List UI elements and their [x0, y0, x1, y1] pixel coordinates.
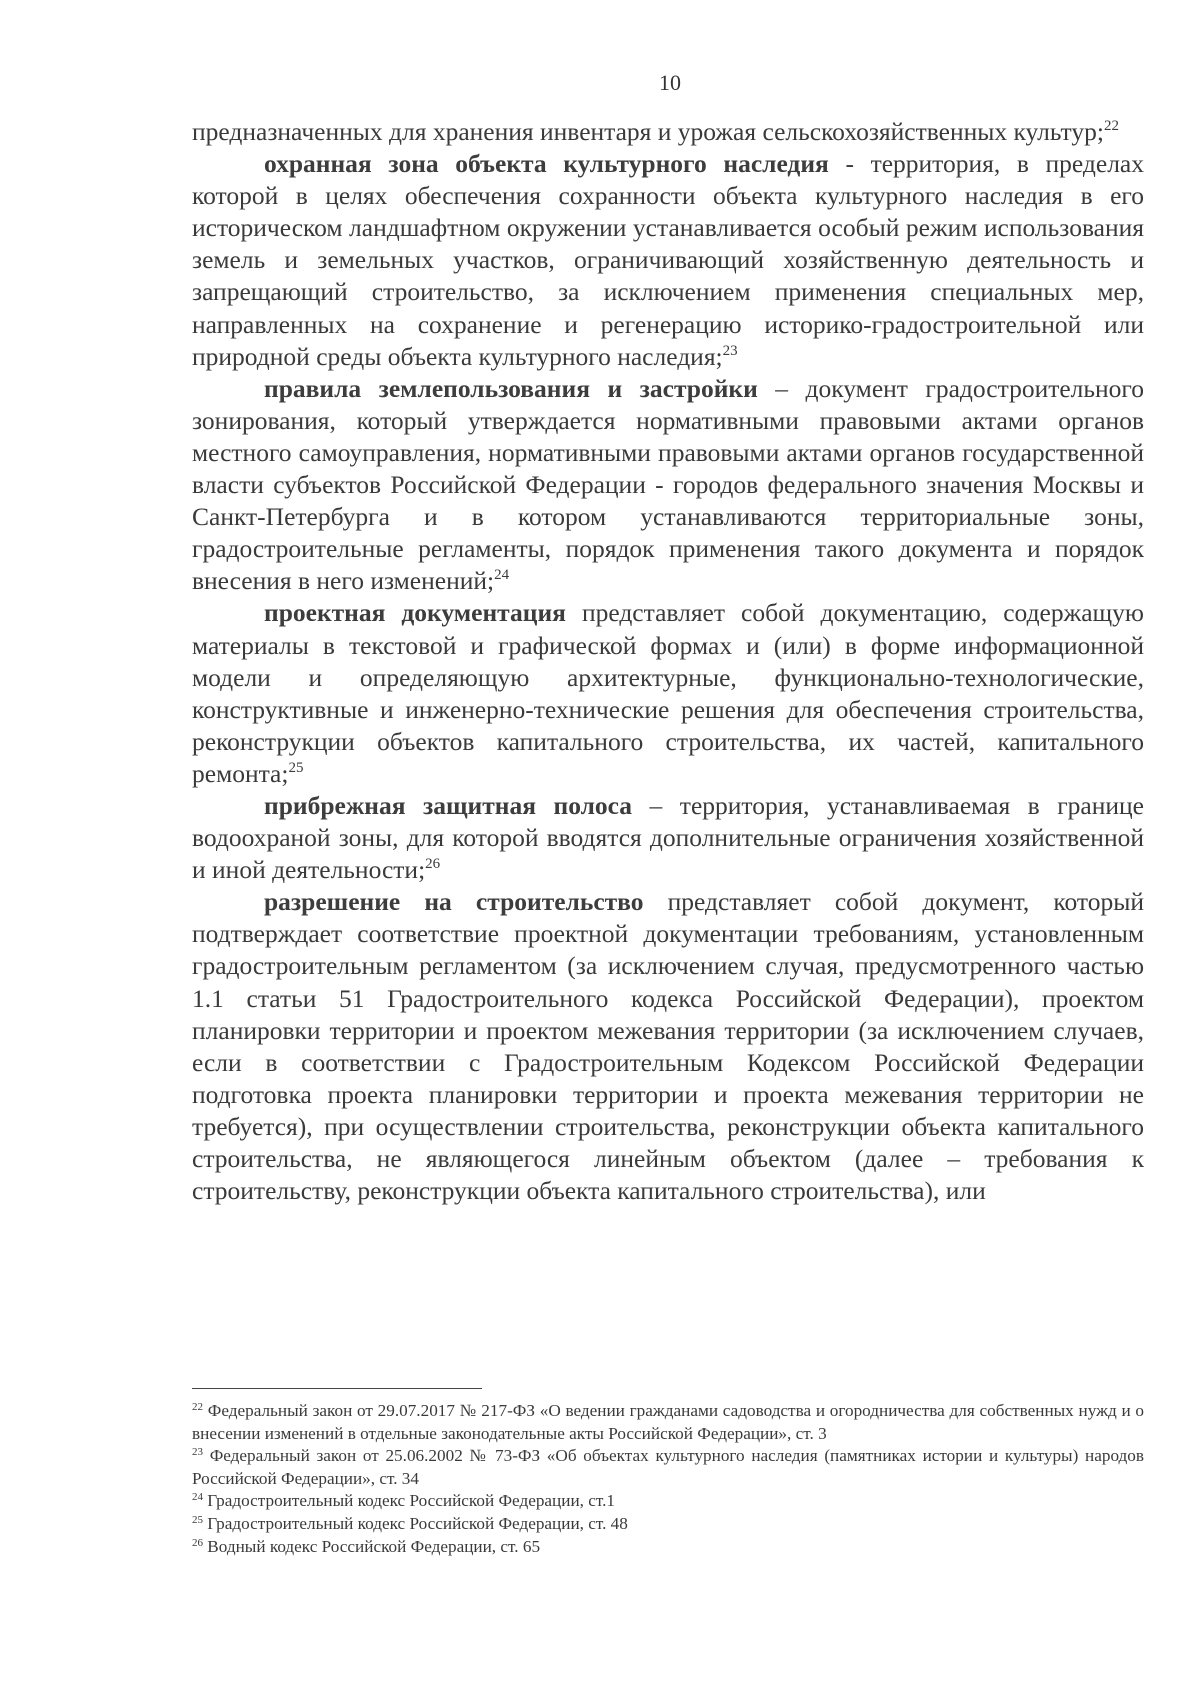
footnote-reference[interactable]: 23 — [722, 342, 738, 359]
footnote — [192, 1445, 1144, 1490]
paragraph-text: предназначенных для хранения инвентаря и урожая сельскохозяйственных культур; — [192, 117, 1104, 146]
definition-paragraph — [192, 790, 1144, 886]
paragraph-continuation — [192, 116, 1144, 148]
footnote — [192, 1513, 1144, 1536]
footnote-reference[interactable]: 25 — [288, 759, 304, 776]
page-number: 10 — [659, 70, 681, 95]
definition-paragraph — [192, 373, 1144, 598]
footnote-reference[interactable]: 24 — [494, 567, 510, 584]
definition-paragraph — [192, 148, 1144, 373]
definition-text: - территория, в пределах которой в целях обеспечения сохранности объекта культурного наследия в его историческом ландшафтном окружении устанавливается особый режим использования земель и земельных участков, ограничивающий хозяйственную деятельность и запрещающий строительство, за исключением применения специальных мер, направленных на сохранение и регенерацию историко-градостроительной или природной среды объекта культурного наследия; — [192, 149, 1144, 371]
footnote-separator — [192, 1388, 482, 1389]
defined-term: правила землепользования и застройки — [264, 373, 758, 403]
footnote-number: 26 — [192, 1536, 203, 1549]
footnote-text: Федеральный закон от 29.07.2017 № 217-ФЗ «О ведении гражданами садоводства и огородничества для собственных нужд и о внесении изменений в отдельные законодательные акты Российской Федерации», ст. 3 — [192, 1401, 1144, 1443]
footnote — [192, 1536, 1144, 1559]
footnote-reference[interactable]: 26 — [425, 856, 441, 873]
footnote-text: Градостроительный кодекс Российской Федерации, ст. 48 — [203, 1513, 628, 1533]
footnote-number: 25 — [192, 1513, 203, 1526]
defined-term: разрешение на строительство — [264, 887, 644, 917]
footnote — [192, 1490, 1144, 1513]
footnote-text: Федеральный закон от 25.06.2002 № 73-ФЗ «Об объектах культурного наследия (памятниках истории и культуры) народов Российской Федерации», ст. 34 — [192, 1446, 1144, 1488]
footnotes — [192, 1400, 1144, 1558]
footnote-number: 23 — [192, 1446, 203, 1459]
footnote-text: Водный кодекс Российской Федерации, ст. 65 — [203, 1536, 541, 1556]
definition-paragraph — [192, 597, 1144, 790]
footnote-number: 22 — [192, 1401, 203, 1413]
definition-text: представляет собой документ, который подтверждает соответствие проектной документации требованиям, установленным градостроительным регламентом (за исключением случая, предусмотренного частью 1.1 статьи 51 Градостроительного кодекса Российской Федерации), проектом планировки территории и проектом межевания территории (за исключением случаев, если в соответствии с Градостроительным Кодексом Российской Федерации подготовка проекта планировки территории и проекта межевания территории не требуется), при осуществлении строительства, реконструкции объекта капитального строительства, не являющегося линейным объектом (далее – требования к строительству, реконструкции объекта капитального строительства), или — [192, 887, 1144, 1206]
body-text — [192, 116, 1144, 1207]
definition-text: представляет собой документацию, содержащую материалы в текстовой и графической формах и (или) в форме информационной модели и определяющую архитектурные, функционально-технологические, конструктивные и инженерно-технические решения для обеспечения строительства, реконструкции объектов капитального строительства, их частей, капитального ремонта; — [192, 598, 1144, 788]
defined-term: прибрежная защитная полоса — [264, 790, 633, 820]
definition-text: – территория, устанавливаемая в границе водоохраной зоны, для которой вводятся дополнительные ограничения хозяйственной и иной деятельности; — [192, 790, 1144, 885]
footnote-number: 24 — [192, 1491, 203, 1504]
footnote — [192, 1400, 1144, 1445]
definition-paragraph — [192, 886, 1144, 1207]
footnote-text: Градостроительный кодекс Российской Федерации, ст.1 — [203, 1491, 615, 1511]
definition-text: – документ градостроительного зонирования, который утверждается нормативными правовыми актами органов местного самоуправления, нормативными правовыми актами органов государственной власти субъектов Российской Федерации - городов федерального значения Москвы и Санкт-Петербурга и в котором устанавливаются территориальные зоны, градостроительные регламенты, порядок применения такого документа и порядок внесения в него изменений; — [192, 373, 1144, 596]
defined-term: охранная зона объекта культурного наследия — [264, 149, 829, 179]
footnote-reference[interactable]: 22 — [1103, 118, 1119, 134]
defined-term: проектная документация — [264, 598, 566, 628]
